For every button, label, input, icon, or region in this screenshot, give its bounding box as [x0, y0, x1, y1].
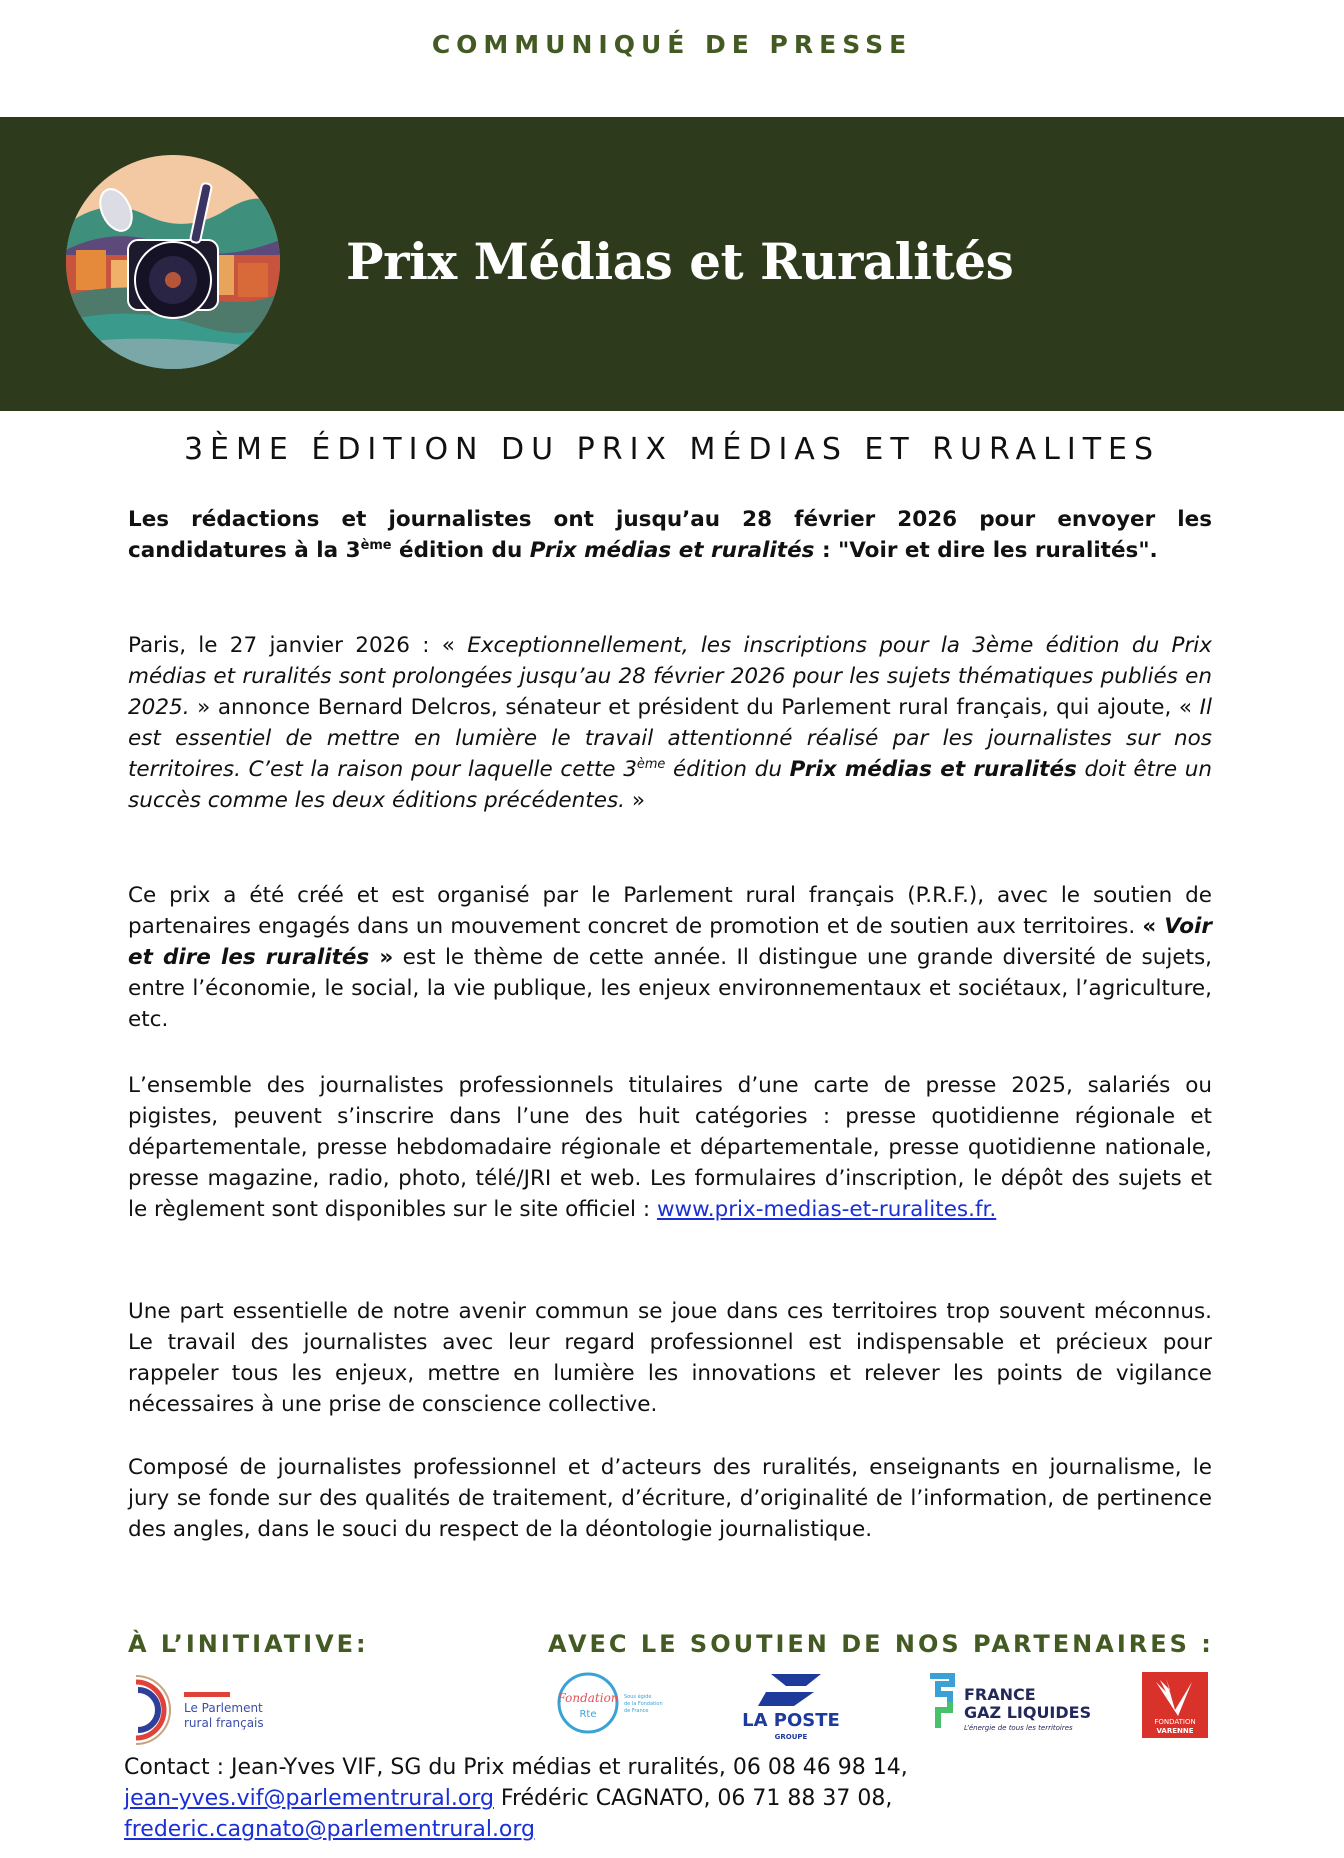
paragraph-organisation: Ce prix a été créé et est organisé par le Parlement rural français (P.R.F.), avec le soutien de partenaires engagés dans un mouvement concret de promotion et de soutien aux territoires. « Voir et dire les ruralités » est le thème de cette année. Il distingue une grande diversité de sujets, entre l’économie, le social, la vie publique, les enjeux environnementaux et sociétaux, l’agriculture, etc. — [128, 883, 1213, 1032]
svg-text:de la Fondation: de la Fondation — [624, 1701, 663, 1707]
svg-text:Le Parlement: Le Parlement — [184, 1701, 263, 1715]
svg-text:FONDATION: FONDATION — [1154, 1718, 1196, 1726]
svg-text:rural français: rural français — [184, 1716, 264, 1730]
svg-text:Rte: Rte — [579, 1709, 597, 1720]
document-type-label: COMMUNIQUÉ DE PRESSE — [431, 30, 913, 59]
fondation-rte-logo — [556, 1670, 686, 1736]
paragraph-announcement: Paris, le 27 janvier 2026 : « Exceptionnellement, les inscriptions pour la 3ème édition du Prix médias et ruralités sont prolongées jusqu’au 28 février 2026 pour les sujets thématiques publiés en 2025. » annonce Bernard Delcros, sénateur et président du Parlement rural français, qui ajoute, « Il est essentiel de mettre en lumière le travail attentionné réalisé par les journalistes sur nos territoires. C’est la raison pour laquelle cette 3ème édition du Prix médias et ruralités doit être un succès comme les deux éditions précédentes. » — [128, 633, 1213, 813]
website-link[interactable]: www.prix-medias-et-ruralites.fr. — [656, 1197, 997, 1222]
paragraph-eligibility: L’ensemble des journalistes professionnels titulaires d’une carte de presse 2025, salariés ou pigistes, peuvent s’inscrire dans l’une des huit catégories : presse quotidienne régionale et départementale, presse hebdomadaire régionale et départementale, presse quotidienne nationale, presse magazine, radio, photo, télé/JRI et web. Les formulaires d’inscription, le dépôt des sujets et le règlement sont disponibles sur le site officiel : www.prix-medias-et-ruralites.fr. — [128, 1073, 1212, 1222]
contact-line: Contact : Jean-Yves VIF, SG du Prix médias et ruralités, 06 08 46 98 14, — [124, 1755, 908, 1780]
svg-text:LA POSTE: LA POSTE — [742, 1710, 840, 1731]
la-poste-logo — [736, 1670, 846, 1744]
paragraph-jury: Composé de journalistes professionnel et d’acteurs des ruralités, enseignants en journalisme, le jury se fonde sur des qualités de traitement, d’écriture, d’originalité de l’information, de pertinence des angles, dans le souci du respect de la déontologie journalistique. — [128, 1455, 1212, 1542]
svg-text:VARENNE: VARENNE — [1156, 1727, 1194, 1735]
svg-text:GROUPE: GROUPE — [774, 1733, 808, 1741]
email-link-jean-yves[interactable]: jean-yves.vif@parlementrural.org — [124, 1786, 494, 1811]
contact-block: Contact : Jean-Yves VIF, SG du Prix médias et ruralités, 06 08 46 98 14, jean-yves.vif@parlementrural.org Frédéric CAGNATO, 06 71 88 37 08, frederic.cagnato@parlementrural.org — [124, 1752, 1224, 1845]
lead-paragraph: Les rédactions et journalistes ont jusqu’au 28 février 2026 pour envoyer les candidatures à la 3ème édition du Prix médias et ruralités : "Voir et dire les ruralités". — [128, 507, 1212, 563]
email-link-frederic[interactable]: frederic.cagnato@parlementrural.org — [124, 1817, 536, 1842]
svg-text:Sous égide: Sous égide — [624, 1694, 652, 1700]
paragraph-mission: Une part essentielle de notre avenir commun se joue dans ces territoires trop souvent méconnus. Le travail des journalistes avec leur regard professionnel est indispensable et précieux pour rappeler tous les enjeux, mettre en lumière les innovations et relever les points de vigilance nécessaires à une prise de conscience collective. — [128, 1299, 1212, 1417]
france-gaz-liquides-logo — [924, 1670, 1094, 1740]
initiative-label: À L’INITIATIVE: — [128, 1630, 369, 1658]
banner-title: Prix Médias et Ruralités — [346, 232, 1014, 291]
camera-landscape-logo-icon — [66, 155, 280, 369]
svg-text:L’énergie de tous les territoi: L’énergie de tous les territoires — [964, 1724, 1073, 1732]
svg-text:de France: de France — [624, 1708, 649, 1714]
partners-label: AVEC LE SOUTIEN DE NOS PARTENAIRES : — [548, 1630, 1214, 1658]
svg-text:FRANCE: FRANCE — [964, 1685, 1036, 1704]
parlement-rural-logo — [132, 1672, 282, 1746]
edition-title: 3ÈME ÉDITION DU PRIX MÉDIAS ET RURALITES — [183, 432, 1161, 467]
svg-text:GAZ LIQUIDES: GAZ LIQUIDES — [964, 1703, 1092, 1722]
fondation-varenne-logo — [1142, 1672, 1208, 1738]
svg-text:Fondation: Fondation — [557, 1691, 619, 1705]
